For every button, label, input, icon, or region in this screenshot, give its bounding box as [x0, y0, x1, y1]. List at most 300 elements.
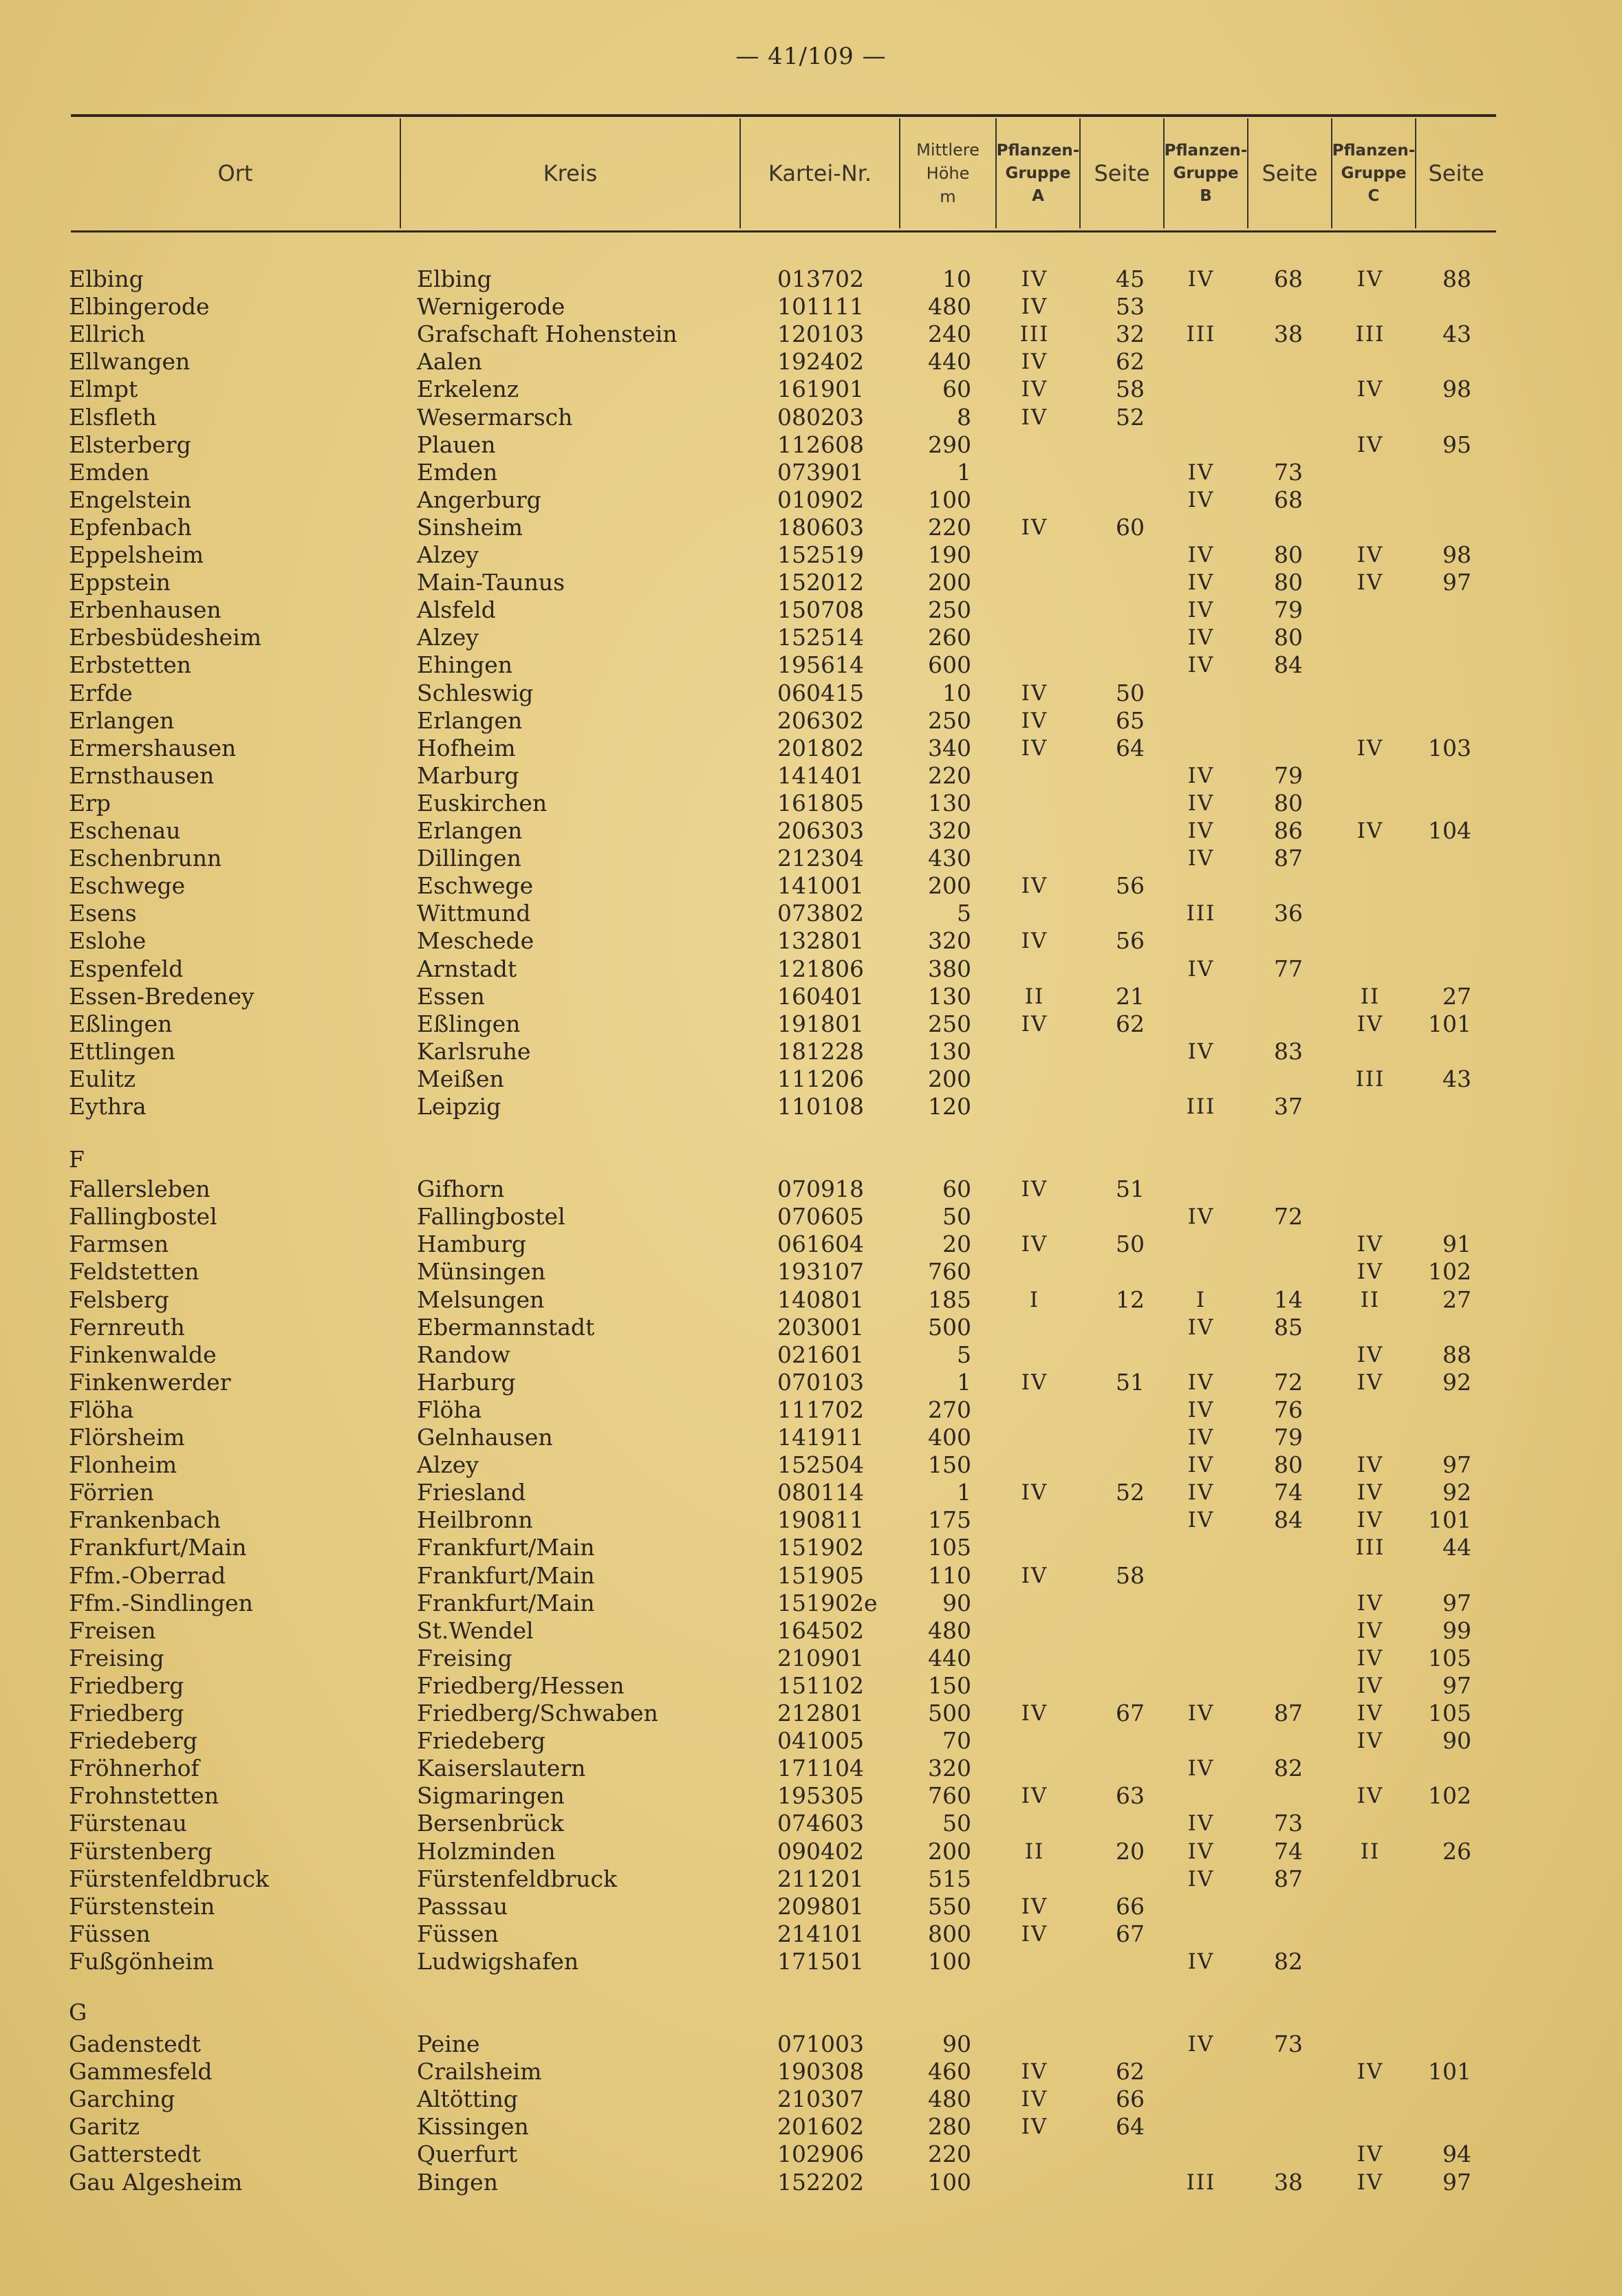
cell-seite-c: 101	[1428, 2058, 1471, 2086]
cell-kartei-nr: 150708	[777, 596, 864, 624]
cell-kartei-nr: 111702	[777, 1396, 864, 1423]
cell-kartei-nr: 070918	[777, 1176, 864, 1203]
cell-seite-c: 99	[1442, 1616, 1471, 1644]
cell-kreis: Hamburg	[417, 1231, 527, 1258]
cell-gruppe-b: IV	[1187, 1949, 1215, 1974]
cell-kartei-nr: 013702	[777, 266, 864, 292]
cell-seite-b: 80	[1274, 541, 1303, 568]
table-row	[0, 1479, 1622, 1506]
cell-hoehe: 340	[928, 734, 971, 761]
cell-seite-a: 53	[1116, 293, 1145, 321]
table-row	[0, 459, 1622, 486]
cell-gruppe-b: IV	[1187, 1866, 1215, 1892]
cell-hoehe: 120	[928, 1093, 971, 1120]
header-gruppe-a-letter: A	[1032, 186, 1044, 205]
cell-ort: Eppstein	[69, 569, 171, 596]
cell-kreis: Arnstadt	[417, 955, 517, 982]
cell-ort: Finkenwerder	[69, 1368, 231, 1396]
cell-seite-c: 97	[1442, 1671, 1471, 1699]
cell-ort: Essen-Bredeney	[69, 982, 255, 1010]
cell-kartei-nr: 160401	[777, 982, 864, 1010]
cell-kartei-nr: 190811	[777, 1506, 864, 1534]
header-ort	[71, 118, 400, 228]
cell-ort: Flonheim	[69, 1451, 177, 1479]
cell-seite-a: 60	[1116, 513, 1145, 541]
cell-ort: Elbingerode	[69, 293, 210, 321]
table-row	[0, 762, 1622, 790]
cell-seite-c: 105	[1428, 1700, 1471, 1726]
cell-hoehe: 70	[942, 1727, 971, 1755]
cell-hoehe: 380	[928, 955, 971, 982]
cell-seite-a: 64	[1116, 2113, 1145, 2141]
cell-kartei-nr: 070605	[777, 1203, 864, 1231]
cell-kreis: Freising	[417, 1644, 512, 1671]
cell-hoehe: 150	[928, 1451, 971, 1479]
cell-ort: Friedeberg	[69, 1727, 197, 1755]
header-seite-b-label: Seite	[1262, 160, 1318, 186]
cell-seite-c: 43	[1442, 321, 1471, 348]
table-row	[0, 1231, 1622, 1258]
table-row	[0, 1341, 1622, 1369]
cell-seite-a: 66	[1116, 2086, 1145, 2113]
cell-gruppe-b: IV	[1187, 653, 1215, 678]
cell-gruppe-c: II	[1360, 1839, 1381, 1864]
cell-gruppe-a: IV	[1021, 2059, 1048, 2085]
cell-gruppe-b: IV	[1187, 790, 1215, 816]
cell-ort: Fallingbostel	[69, 1203, 217, 1231]
cell-hoehe: 1	[957, 458, 971, 486]
cell-hoehe: 250	[928, 596, 971, 624]
cell-ort: Erlangen	[69, 706, 175, 734]
cell-hoehe: 110	[928, 1561, 971, 1589]
cell-kreis: Eschwege	[417, 872, 534, 900]
cell-gruppe-a: IV	[1021, 294, 1048, 320]
table-row	[0, 1617, 1622, 1645]
cell-seite-b: 68	[1274, 266, 1303, 292]
cell-seite-b: 82	[1274, 1755, 1303, 1782]
cell-kreis: Bersenbrück	[417, 1810, 564, 1837]
cell-kartei-nr: 180603	[777, 513, 864, 541]
cell-seite-c: 98	[1442, 376, 1471, 403]
cell-kreis: Grafschaft Hohenstein	[417, 321, 678, 348]
cell-hoehe: 515	[928, 1865, 971, 1892]
cell-kartei-nr: 140801	[777, 1286, 864, 1313]
cell-kartei-nr: 121806	[777, 955, 864, 982]
cell-gruppe-b: IV	[1187, 1811, 1215, 1837]
header-kartei-label: Kartei-Nr.	[768, 160, 872, 186]
header-hoehe-line2: Höhe	[926, 164, 970, 183]
cell-kreis: Friedberg/Hessen	[417, 1671, 625, 1699]
cell-hoehe: 200	[928, 569, 971, 596]
cell-kreis: Holzminden	[417, 1837, 556, 1865]
cell-gruppe-a: IV	[1021, 735, 1048, 761]
cell-hoehe: 200	[928, 872, 971, 900]
cell-gruppe-a: III	[1019, 322, 1050, 347]
cell-ort: Frohnstetten	[69, 1782, 219, 1810]
cell-seite-a: 58	[1116, 1561, 1145, 1589]
cell-seite-b: 79	[1274, 761, 1303, 789]
cell-seite-c: 101	[1428, 1010, 1471, 1037]
table-row	[0, 1534, 1622, 1561]
header-kreis-label: Kreis	[543, 160, 598, 186]
cell-kartei-nr: 041005	[777, 1727, 864, 1755]
cell-ort: Freisen	[69, 1616, 156, 1644]
cell-kartei-nr: 212304	[777, 845, 864, 872]
cell-kreis: Eßlingen	[417, 1010, 521, 1037]
cell-gruppe-b: IV	[1187, 459, 1215, 485]
cell-kreis: Aalen	[417, 348, 482, 376]
cell-gruppe-c: IV	[1356, 1259, 1384, 1285]
cell-kreis: Euskirchen	[417, 789, 548, 816]
cell-seite-b: 84	[1274, 651, 1303, 679]
cell-gruppe-c: IV	[1356, 1590, 1384, 1616]
cell-hoehe: 250	[928, 706, 971, 734]
cell-kartei-nr: 193107	[777, 1258, 864, 1286]
cell-gruppe-b: I	[1196, 1287, 1207, 1312]
cell-kartei-nr: 152202	[777, 2168, 864, 2196]
cell-hoehe: 5	[957, 900, 971, 927]
header-gruppe-b-line1: Pflanzen-	[1164, 141, 1248, 160]
table-row	[0, 431, 1622, 459]
cell-seite-c: 103	[1428, 734, 1471, 761]
header-gruppe-b	[1163, 118, 1247, 228]
table-row	[0, 2058, 1622, 2086]
cell-ort: Fallersleben	[69, 1176, 210, 1203]
cell-gruppe-b: IV	[1187, 956, 1215, 982]
cell-gruppe-b: IV	[1187, 1839, 1215, 1864]
cell-gruppe-c: IV	[1356, 735, 1384, 761]
cell-gruppe-c: IV	[1356, 1618, 1384, 1643]
table-row	[0, 1948, 1622, 1975]
cell-kartei-nr: 214101	[777, 1920, 864, 1947]
cell-seite-b: 77	[1274, 955, 1303, 982]
cell-kreis: Erlangen	[417, 817, 523, 844]
header-gruppe-a	[995, 118, 1079, 228]
cell-kreis: Ebermannstadt	[417, 1313, 595, 1341]
cell-hoehe: 760	[928, 1258, 971, 1286]
cell-hoehe: 500	[928, 1700, 971, 1726]
table-row	[0, 1258, 1622, 1286]
cell-ort: Epfenbach	[69, 513, 192, 541]
cell-seite-a: 58	[1116, 376, 1145, 403]
cell-kartei-nr: 152514	[777, 624, 864, 651]
cell-hoehe: 130	[928, 789, 971, 816]
cell-hoehe: 500	[928, 1313, 971, 1341]
cell-gruppe-c: II	[1360, 984, 1381, 1009]
cell-gruppe-b: IV	[1187, 1039, 1215, 1064]
cell-gruppe-a: IV	[1021, 2087, 1048, 2112]
cell-hoehe: 290	[928, 431, 971, 458]
cell-seite-a: 51	[1116, 1176, 1145, 1203]
header-gruppe-b-line2: Gruppe	[1173, 164, 1239, 182]
cell-kartei-nr: 070103	[777, 1368, 864, 1396]
cell-hoehe: 430	[928, 845, 971, 872]
cell-kartei-nr: 090402	[777, 1837, 864, 1865]
header-hoehe	[899, 118, 995, 228]
cell-kreis: Gifhorn	[417, 1176, 505, 1203]
cell-ort: Flörsheim	[69, 1424, 185, 1451]
cell-gruppe-a: IV	[1021, 1784, 1048, 1809]
cell-kreis: Erkelenz	[417, 376, 519, 403]
table-row	[0, 1590, 1622, 1617]
cell-seite-c: 97	[1442, 2168, 1471, 2196]
cell-seite-b: 85	[1274, 1313, 1303, 1341]
cell-kartei-nr: 201802	[777, 734, 864, 761]
cell-gruppe-b: III	[1186, 901, 1216, 927]
cell-kartei-nr: 010902	[777, 486, 864, 513]
cell-kreis: Querfurt	[417, 2141, 518, 2168]
cell-seite-c: 97	[1442, 1451, 1471, 1479]
cell-seite-c: 26	[1442, 1837, 1471, 1865]
cell-seite-c: 98	[1442, 541, 1471, 568]
header-hoehe-line1: Mittlere	[916, 140, 980, 160]
header-kreis	[400, 118, 739, 228]
cell-kartei-nr: 074603	[777, 1810, 864, 1837]
cell-hoehe: 250	[928, 1010, 971, 1037]
cell-kreis: Münsingen	[417, 1258, 545, 1286]
cell-gruppe-c: IV	[1356, 1480, 1384, 1506]
section-letter-g: G	[69, 1999, 87, 2026]
cell-ort: Fürstenfeldbruck	[69, 1865, 269, 1892]
header-seite-c	[1415, 118, 1496, 228]
cell-kartei-nr: 206302	[777, 706, 864, 734]
cell-kartei-nr: 210901	[777, 1644, 864, 1671]
cell-gruppe-c: IV	[1356, 819, 1384, 843]
cell-ort: Fürstenberg	[69, 1837, 213, 1865]
cell-gruppe-b: IV	[1187, 487, 1215, 512]
cell-gruppe-a: IV	[1021, 1177, 1048, 1202]
cell-hoehe: 1	[957, 1368, 971, 1396]
cell-ort: Elsfleth	[69, 403, 157, 431]
cell-kartei-nr: 181228	[777, 1037, 864, 1065]
cell-gruppe-c: IV	[1356, 1453, 1384, 1478]
cell-kreis: Fürstenfeldbruck	[417, 1865, 617, 1892]
cell-gruppe-a: IV	[1021, 929, 1048, 954]
table-row	[0, 514, 1622, 541]
cell-seite-c: 44	[1442, 1534, 1471, 1561]
cell-kreis: Harburg	[417, 1368, 516, 1396]
cell-kreis: Gelnhausen	[417, 1424, 553, 1451]
table-row	[0, 900, 1622, 927]
cell-hoehe: 20	[942, 1231, 971, 1258]
cell-kreis: Sigmaringen	[417, 1782, 565, 1810]
cell-kartei-nr: 073901	[777, 458, 864, 486]
cell-seite-a: 62	[1116, 348, 1145, 376]
cell-seite-c: 92	[1442, 1368, 1471, 1396]
cell-gruppe-a: II	[1024, 984, 1045, 1009]
cell-gruppe-b: IV	[1187, 625, 1215, 651]
cell-ort: Freising	[69, 1644, 164, 1671]
cell-kartei-nr: 161805	[777, 789, 864, 816]
cell-kreis: Emden	[417, 458, 498, 486]
cell-gruppe-b: III	[1186, 1094, 1216, 1119]
table-row	[0, 1506, 1622, 1534]
cell-ort: Engelstein	[69, 486, 192, 513]
cell-kreis: Dillingen	[417, 845, 521, 872]
cell-hoehe: 90	[942, 1589, 971, 1616]
cell-seite-b: 84	[1274, 1506, 1303, 1534]
cell-kreis: Erlangen	[417, 706, 523, 734]
table-row	[0, 2141, 1622, 2168]
cell-ort: Ellwangen	[69, 348, 191, 376]
cell-kartei-nr: 190308	[777, 2058, 864, 2086]
cell-seite-a: 50	[1116, 679, 1145, 706]
cell-gruppe-b: IV	[1187, 763, 1215, 788]
cell-hoehe: 105	[928, 1534, 971, 1561]
cell-seite-b: 36	[1274, 900, 1303, 927]
cell-kartei-nr: 210307	[777, 2086, 864, 2113]
table-row	[0, 2086, 1622, 2113]
cell-seite-b: 87	[1274, 845, 1303, 872]
section-letter-f: F	[69, 1146, 85, 1173]
cell-gruppe-c: IV	[1356, 1369, 1384, 1395]
table-row	[0, 1782, 1622, 1810]
cell-gruppe-c: IV	[1356, 543, 1384, 567]
cell-kartei-nr: 152519	[777, 541, 864, 568]
cell-gruppe-b: IV	[1187, 2032, 1215, 2057]
cell-kartei-nr: 195614	[777, 651, 864, 679]
cell-ort: Füssen	[69, 1920, 151, 1947]
table-row	[0, 486, 1622, 514]
cell-gruppe-c: IV	[1356, 2059, 1384, 2085]
cell-hoehe: 130	[928, 1037, 971, 1065]
cell-gruppe-c: IV	[1356, 1342, 1384, 1367]
cell-hoehe: 100	[928, 486, 971, 513]
cell-ort: Eythra	[69, 1093, 147, 1120]
table-row	[0, 1838, 1622, 1865]
table-row	[0, 2030, 1622, 2058]
cell-seite-b: 72	[1274, 1368, 1303, 1396]
header-seite-b	[1247, 118, 1331, 228]
cell-hoehe: 60	[942, 376, 971, 403]
cell-gruppe-a: IV	[1021, 1894, 1048, 1919]
cell-kartei-nr: 061604	[777, 1231, 864, 1258]
cell-kreis: Kaiserslautern	[417, 1755, 586, 1782]
cell-kreis: Flöha	[417, 1396, 482, 1423]
header-gruppe-b-letter: B	[1200, 186, 1212, 205]
cell-gruppe-c: IV	[1356, 1508, 1384, 1533]
cell-ort: Elbing	[69, 266, 144, 292]
cell-ort: Espenfeld	[69, 955, 184, 982]
cell-gruppe-b: IV	[1187, 1369, 1215, 1395]
cell-gruppe-c: IV	[1356, 377, 1384, 402]
cell-kreis: Wesermarsch	[417, 403, 573, 431]
table-row	[0, 983, 1622, 1010]
cell-gruppe-b: IV	[1187, 598, 1215, 623]
cell-kartei-nr: 151902e	[777, 1589, 878, 1616]
cell-kartei-nr: 071003	[777, 2030, 864, 2057]
cell-seite-b: 86	[1274, 817, 1303, 844]
table-row	[0, 955, 1622, 983]
cell-seite-a: 66	[1116, 1892, 1145, 1920]
cell-kartei-nr: 080203	[777, 403, 864, 431]
cell-kreis: Alzey	[417, 541, 479, 568]
header-top-rule	[71, 114, 1496, 117]
cell-ort: Garitz	[69, 2113, 140, 2141]
cell-seite-c: 104	[1428, 817, 1471, 844]
cell-gruppe-c: III	[1355, 322, 1385, 347]
cell-seite-c: 94	[1442, 2141, 1471, 2168]
cell-kreis: Bingen	[417, 2168, 498, 2196]
cell-kreis: Friesland	[417, 1479, 526, 1506]
cell-hoehe: 200	[928, 1837, 971, 1865]
cell-kartei-nr: 112608	[777, 431, 864, 458]
cell-ort: Elmpt	[69, 376, 138, 403]
page-number: — 41/109 —	[735, 43, 887, 70]
cell-kartei-nr: 152012	[777, 569, 864, 596]
cell-seite-a: 51	[1116, 1368, 1145, 1396]
cell-kartei-nr: 152504	[777, 1451, 864, 1479]
cell-ort: Fürstenau	[69, 1810, 187, 1837]
cell-ort: Finkenwalde	[69, 1341, 217, 1368]
cell-seite-b: 38	[1274, 321, 1303, 348]
cell-kreis: Randow	[417, 1341, 510, 1368]
cell-gruppe-a: IV	[1021, 874, 1048, 899]
cell-ort: Erp	[69, 789, 111, 816]
cell-ort: Feldstetten	[69, 1258, 199, 1286]
header-seite-c-label: Seite	[1428, 160, 1484, 186]
cell-kreis: Frankfurt/Main	[417, 1589, 595, 1616]
cell-kreis: Füssen	[417, 1920, 499, 1947]
cell-seite-c: 97	[1442, 1589, 1471, 1616]
cell-hoehe: 220	[928, 2141, 971, 2168]
cell-hoehe: 90	[942, 2030, 971, 2057]
cell-gruppe-c: IV	[1356, 570, 1384, 596]
cell-gruppe-b: IV	[1187, 267, 1215, 292]
cell-ort: Erbenhausen	[69, 596, 221, 624]
cell-seite-a: 20	[1116, 1837, 1145, 1865]
cell-hoehe: 600	[928, 651, 971, 679]
cell-seite-a: 63	[1116, 1782, 1145, 1810]
cell-kreis: Meißen	[417, 1065, 504, 1092]
cell-kartei-nr: 141911	[777, 1424, 864, 1451]
cell-seite-b: 38	[1274, 2168, 1303, 2196]
cell-hoehe: 60	[942, 1176, 971, 1203]
cell-gruppe-a: IV	[1021, 1701, 1048, 1726]
cell-seite-c: 97	[1442, 569, 1471, 596]
cell-hoehe: 220	[928, 513, 971, 541]
cell-hoehe: 800	[928, 1920, 971, 1947]
table-row	[0, 266, 1622, 293]
cell-hoehe: 400	[928, 1424, 971, 1451]
cell-kreis: Wittmund	[417, 900, 531, 927]
header-hoehe-unit: m	[940, 187, 956, 206]
header-seite-a	[1079, 118, 1163, 228]
cell-seite-c: 27	[1442, 1286, 1471, 1313]
cell-kreis: Essen	[417, 982, 485, 1010]
cell-kartei-nr: 195305	[777, 1782, 864, 1810]
table-row	[0, 2169, 1622, 2196]
cell-gruppe-a: IV	[1021, 349, 1048, 375]
cell-kreis: St.Wendel	[417, 1616, 534, 1644]
table-row	[0, 569, 1622, 596]
cell-kreis: Ludwigshafen	[417, 1947, 579, 1975]
cell-hoehe: 10	[942, 266, 971, 292]
table-row	[0, 1424, 1622, 1451]
cell-kreis: Alzey	[417, 624, 479, 651]
header-bottom-rule	[71, 230, 1496, 232]
cell-kreis: Passsau	[417, 1892, 508, 1920]
cell-kreis: Plauen	[417, 431, 496, 458]
cell-hoehe: 50	[942, 1203, 971, 1231]
cell-gruppe-a: IV	[1021, 267, 1048, 292]
cell-gruppe-b: IV	[1187, 1397, 1215, 1422]
cell-ort: Gatterstedt	[69, 2141, 201, 2168]
cell-kartei-nr: 212801	[777, 1700, 864, 1726]
cell-kartei-nr: 164502	[777, 1616, 864, 1644]
cell-ort: Elsterberg	[69, 431, 191, 458]
cell-gruppe-c: IV	[1356, 1729, 1384, 1754]
